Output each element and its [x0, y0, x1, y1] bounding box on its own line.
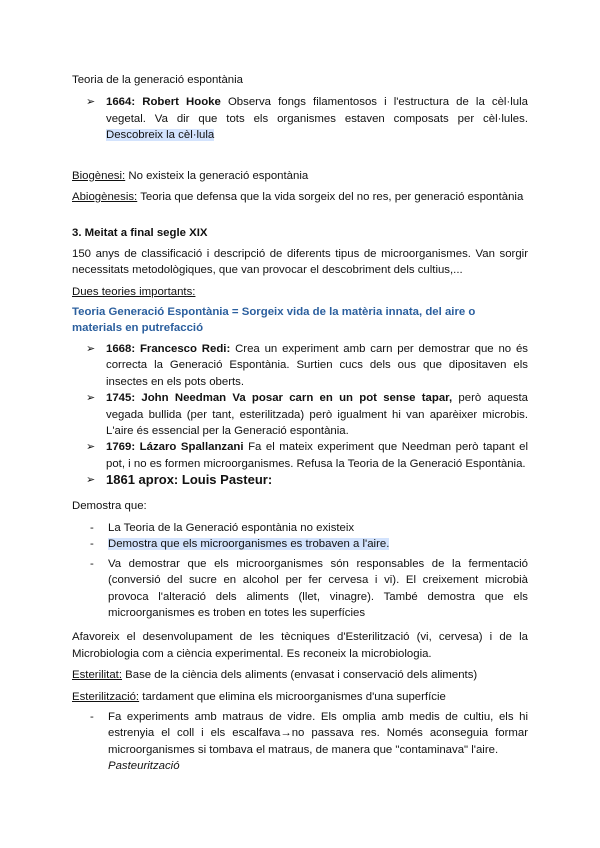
list-item-needman — [72, 390, 528, 439]
section-intro: 150 anys de classificació i descripció de diferents tipus de microorganismes. Van sorgir necessitats metodològiques, que van provocar el descobriment dels cultius,... — [72, 247, 528, 277]
dash-bullet-icon: - — [90, 711, 94, 723]
arrow-bullet-icon: ➢ — [86, 96, 96, 109]
entry-text: Crea un experiment amb carn per demostrar que no és correcta la Generació Espontània. Surtien cucs dels ous que dipositaven els insectes en els pots oberts. — [106, 342, 528, 388]
list-item-spallanzani — [72, 439, 528, 472]
definition-text: Teoria que defensa que la vida sorgeix del no res, per generació espontània — [137, 191, 524, 204]
definition-esterilitat — [72, 667, 528, 683]
definition-term: Abiogènesis: — [72, 191, 138, 204]
definition-esterilitzacio — [72, 689, 528, 705]
definition-term: Esterilitat: — [72, 669, 123, 682]
section-heading: 3. Meitat a final segle XIX — [72, 227, 208, 240]
entry-heading: 1664: Robert Hooke — [106, 96, 221, 109]
arrow-bullet-icon: ➢ — [86, 392, 96, 405]
list-item-matraus — [72, 709, 528, 775]
definition-abiogenesi — [72, 189, 528, 205]
subheading: Dues teories importants: — [72, 285, 196, 298]
list-item — [72, 520, 528, 536]
list-item-pasteur — [72, 472, 528, 489]
highlighted-text: Descobreix la cèl·lula — [106, 129, 215, 142]
list-item-redi — [72, 341, 528, 390]
list-item-text: Va demostrar que els microorganismes són responsables de la fermentació (conversió del sucre en alcohol per fer cervesa i vi). El creixement microbià provoca l'alteració dels aliments (llet, vinagre). També demostra que els microorganismes es troben en totes les superfícies — [108, 557, 528, 619]
definition-text: No existeix la generació espontània — [125, 169, 309, 182]
definition-term: Esterilització: — [72, 690, 140, 703]
demostra-label: Demostra que: — [72, 499, 147, 512]
dash-bullet-icon: - — [90, 521, 94, 534]
definition-biogenesi — [72, 168, 528, 184]
paragraph-afavoreix: Afavoreix el desenvolupament de les tècniques d'Esterilització (vi, cervesa) i de la Microbiologia com a ciència experimental. Es reconeix la microbiologia. — [72, 631, 528, 660]
entry-text: però aquesta vegada bullida (per tant, esterilitzada) però igualment hi van aparèixer microbis. L'aire és essencial per la Generació espontània. — [106, 392, 528, 437]
list-item-hooke — [72, 94, 528, 143]
arrow-bullet-icon: ➢ — [86, 342, 96, 355]
definition-term: Biogènesi: — [72, 169, 126, 182]
theory-title: Teoria Generació Espontània = Sorgeix vida de la matèria innata, del aire o materials en putrefacció — [72, 306, 476, 335]
arrow-bullet-icon: ➢ — [86, 441, 96, 454]
entry-heading: 1668: Francesco Redi: — [106, 342, 231, 355]
entry-heading: 1745: John Needman Va posar carn en un pot sense tapar, — [106, 392, 453, 405]
list-item — [72, 556, 528, 622]
document-page — [72, 64, 528, 775]
entry-text: Fa el mateix experiment que Needman però tapant el pot, i no es formen microorganismes. Refusa la Teoria de la Generació Espontània. — [106, 441, 529, 470]
dash-bullet-icon: - — [90, 538, 94, 551]
list-item — [72, 536, 528, 552]
highlighted-text: Demostra que els microorganismes es trobaven a l'aire. — [108, 538, 390, 551]
entry-heading: 1861 aprox: Louis Pasteur: — [106, 472, 273, 488]
arrow-bullet-icon: ➢ — [86, 474, 96, 487]
definition-text: tardament que elimina els microorganismes d'una superfície — [139, 690, 446, 703]
list-item-text: La Teoria de la Generació espontània no existeix — [108, 521, 355, 534]
italic-term: Pasteurització — [108, 760, 180, 773]
dash-bullet-icon: - — [90, 557, 94, 570]
section-title: Teoria de la generació espontània — [72, 74, 243, 86]
list-item-text: Fa experiments amb matraus de vidre. Els omplia amb medis de cultiu, els hi estrenyia el coll i els escalfava→no passava res. Només aconseguia formar microorganismes si tombava el matraus, de manera que "contaminava" l'aire. — [108, 711, 528, 756]
entry-heading: 1769: Lázaro Spallanzani — [106, 441, 244, 454]
definition-text: Base de la ciència dels aliments (envasat i conservació dels aliments) — [122, 669, 478, 682]
entry-text: Observa fongs filamentosos i l'estructura de la cèl·lula vegetal. Va dir que tots els organismes estaven composats per cèl·lules. — [106, 96, 528, 125]
